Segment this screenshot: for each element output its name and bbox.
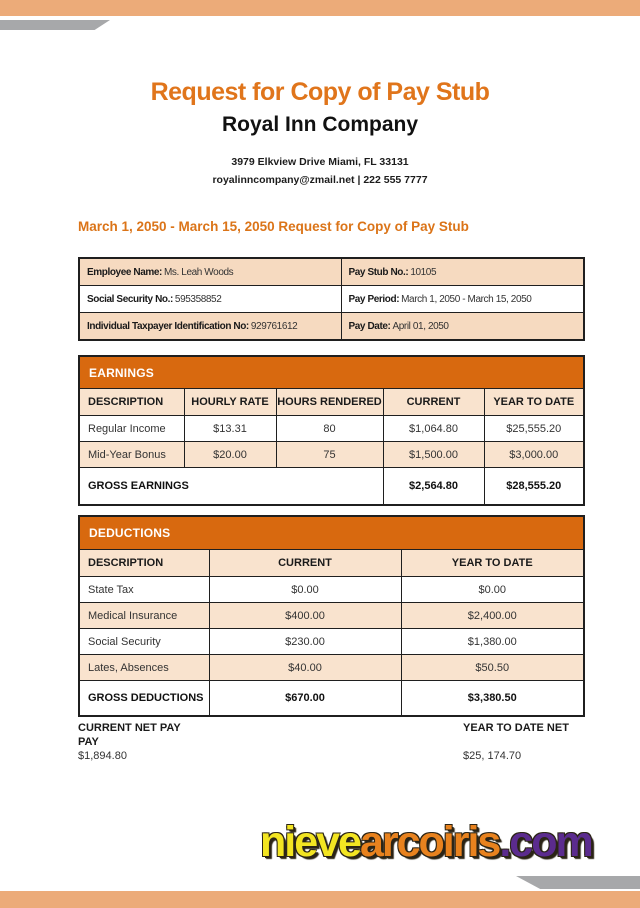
gross-deductions-current: $670.00 [209,681,401,717]
gross-deductions-label: GROSS DEDUCTIONS [79,681,209,717]
ytd-net-pay-label: YEAR TO DATE NET [463,722,569,734]
field-label: Employee Name: [87,266,162,278]
ytd-net-pay-value: $25, 174.70 [463,750,522,762]
pay-stub-no-cell [341,258,584,286]
watermark-part-nieve: nieve [260,818,360,866]
field-value: April 01, 2050 [392,320,449,332]
field-label: Individual Taxpayer Identification No: [87,320,249,332]
company-contact: royalinncompany@zmail.net | 222 555 7777 [212,174,428,186]
column-header: HOURLY RATE [184,389,276,416]
pay-period-cell [341,286,584,313]
current-net-pay-value: $1,894.80 [78,750,127,762]
deductions-section-band: DEDUCTIONS [79,516,584,550]
column-header: HOURS RENDERED [276,389,383,416]
deductions-header-row [79,550,584,577]
employee-info-table [78,257,585,341]
gross-earnings-row [79,468,584,506]
current-amount: $400.00 [209,603,401,629]
hourly-rate: $20.00 [184,442,276,468]
field-value: March 1, 2050 - March 15, 2050 [401,293,532,305]
deduction-description: Medical Insurance [79,603,209,629]
top-left-ribbon [0,20,110,30]
field-value: Ms. Leah Woods [164,266,234,278]
table-row [79,603,584,629]
hours-rendered: 75 [276,442,383,468]
ytd-amount: $0.00 [401,577,584,603]
ytd-net-pay-block [463,721,569,763]
hourly-rate: $13.31 [184,416,276,442]
deduction-description: Social Security [79,629,209,655]
field-value: 595358852 [174,293,222,305]
employee-name-cell [79,258,341,286]
earnings-title-row [79,356,584,389]
bottom-right-ribbon [516,876,640,889]
current-amount: $40.00 [209,655,401,681]
company-address: 3979 Elkview Drive Miami, FL 33131 [231,156,409,168]
table-row [79,313,584,341]
earnings-table [78,355,585,506]
ytd-amount: $2,400.00 [401,603,584,629]
current-amount: $0.00 [209,577,401,603]
field-value: 929761612 [250,320,298,332]
column-header: DESCRIPTION [79,389,184,416]
gross-deductions-ytd: $3,380.50 [401,681,584,717]
earnings-header-row [79,389,584,416]
field-label: Pay Period: [348,293,400,305]
field-label: Social Security No.: [87,293,173,305]
earnings-section-band: EARNINGS [79,356,584,389]
current-amount: $1,500.00 [383,442,484,468]
spacer-line [463,735,569,749]
table-row [79,629,584,655]
period-heading: March 1, 2050 - March 15, 2050 Request for Copy of Pay Stub [78,219,469,234]
net-pay-summary [78,721,583,763]
table-row [79,577,584,603]
column-header: CURRENT [383,389,484,416]
company-name: Royal Inn Company [221,113,419,136]
field-label: Pay Stub No.: [348,266,409,278]
gross-earnings-current: $2,564.80 [383,468,484,506]
ytd-amount: $3,000.00 [484,442,584,468]
current-amount: $1,064.80 [383,416,484,442]
table-row [79,416,584,442]
top-accent-band [0,0,640,16]
gross-deductions-row [79,681,584,717]
column-header: CURRENT [209,550,401,577]
column-header: YEAR TO DATE [401,550,584,577]
document-title: Request for Copy of Pay Stub [150,78,490,106]
deductions-title-row [79,516,584,550]
deductions-table [78,515,585,717]
table-row [79,442,584,468]
gross-earnings-ytd: $28,555.20 [484,468,584,506]
hours-rendered: 80 [276,416,383,442]
field-label: Pay Date: [348,320,391,332]
earnings-description: Regular Income [79,416,184,442]
watermark-part-arcoiris: arcoiris [359,818,500,866]
table-row [79,655,584,681]
watermark-part-com: .com [499,818,592,866]
field-value: 10105 [410,266,437,278]
taxpayer-id-cell [79,313,341,341]
earnings-description: Mid-Year Bonus [79,442,184,468]
current-amount: $230.00 [209,629,401,655]
pay-date-cell [341,313,584,341]
column-header: YEAR TO DATE [484,389,584,416]
gross-earnings-label: GROSS EARNINGS [79,468,383,506]
watermark-nievearcoiris [260,818,592,867]
current-net-pay-label-wrap: PAY [78,736,99,748]
ytd-amount: $50.50 [401,655,584,681]
ytd-amount: $1,380.00 [401,629,584,655]
social-security-cell [79,286,341,313]
column-header: DESCRIPTION [79,550,209,577]
table-row [79,286,584,313]
deduction-description: Lates, Absences [79,655,209,681]
bottom-accent-band [0,891,640,908]
ytd-amount: $25,555.20 [484,416,584,442]
deduction-description: State Tax [79,577,209,603]
current-net-pay-label: CURRENT NET PAY [78,722,181,734]
table-row [79,258,584,286]
